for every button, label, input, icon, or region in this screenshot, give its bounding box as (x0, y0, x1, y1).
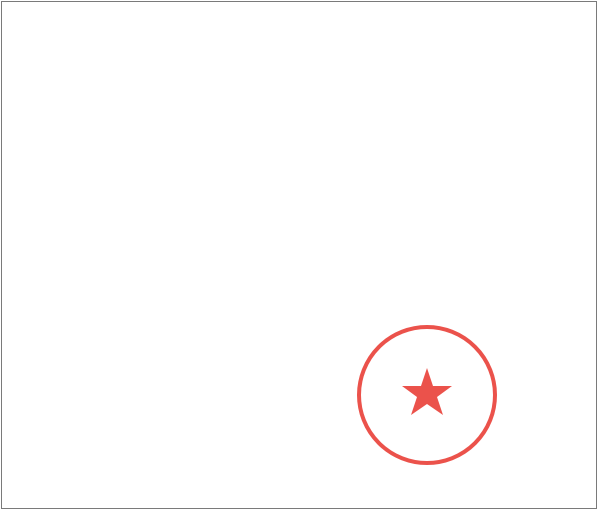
official-seal (352, 320, 502, 470)
seal-graphic (352, 320, 502, 470)
document-frame (1, 1, 597, 509)
seal-star-icon (402, 368, 452, 415)
